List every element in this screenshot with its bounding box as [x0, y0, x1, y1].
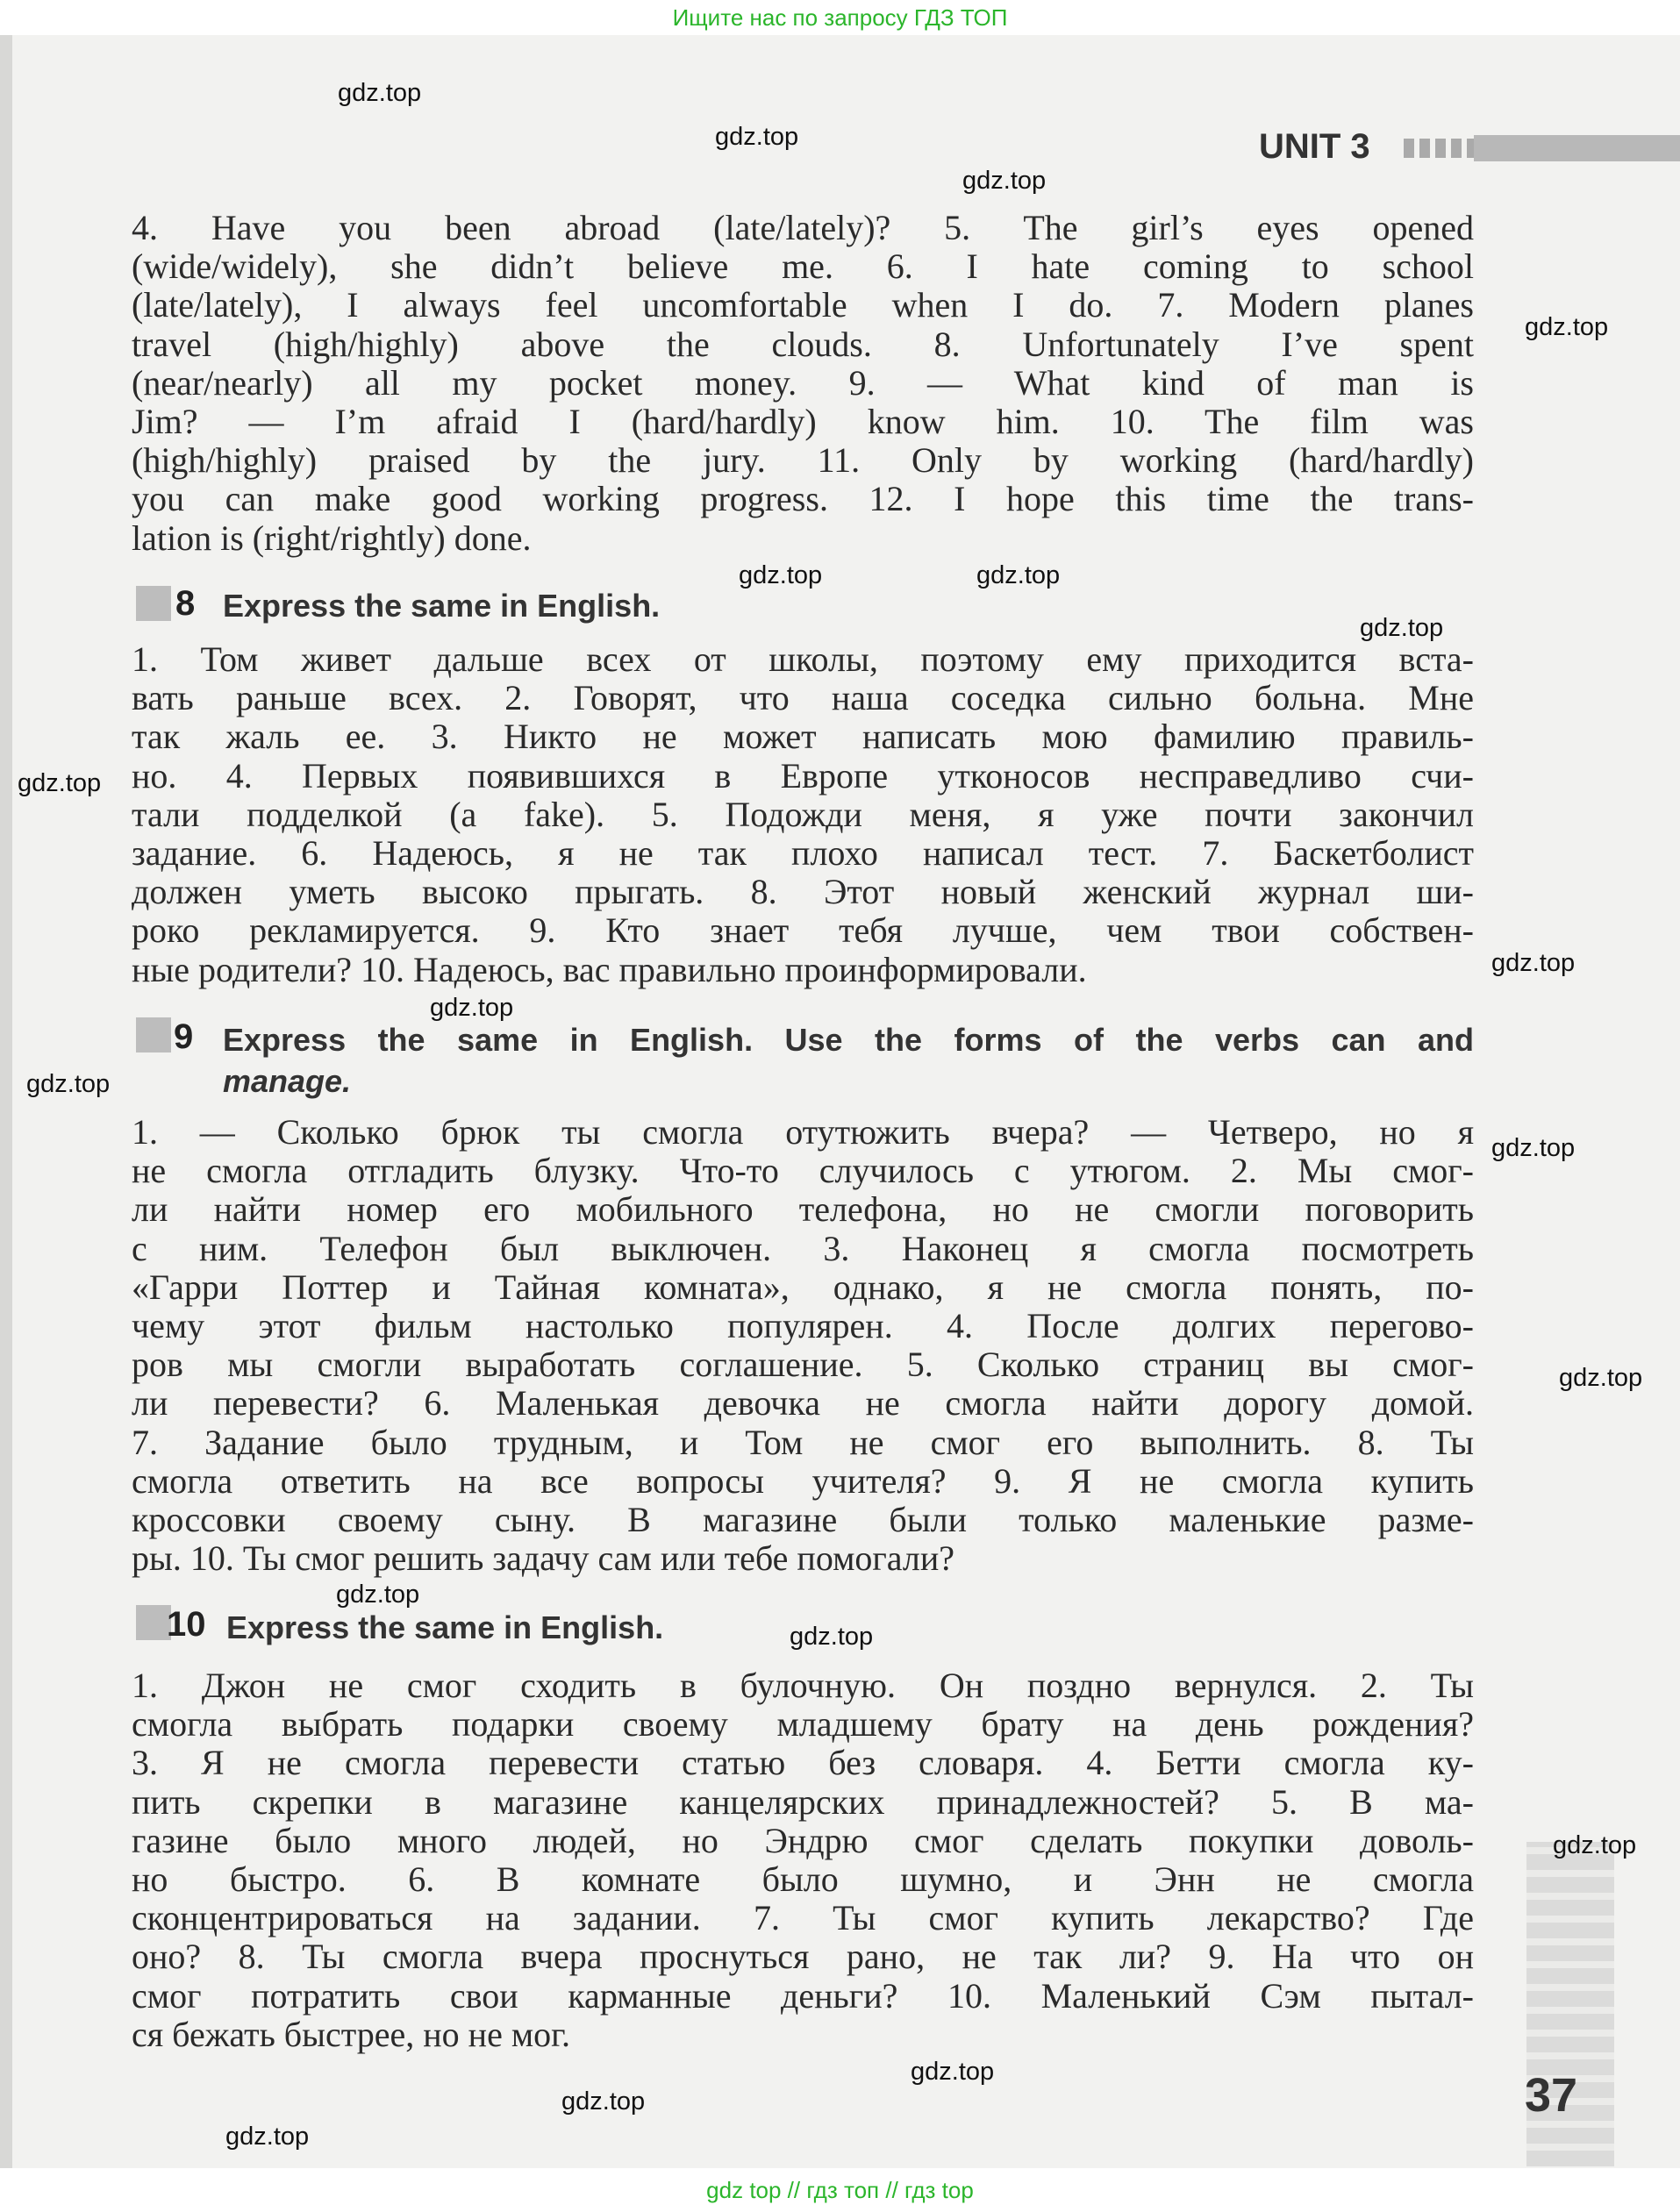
bottom-banner[interactable]: gdz top // гдз топ // гдз top	[0, 2168, 1680, 2212]
text-line: «Гарри Поттер и Тайная комната», однако, я не смогла понять, по-	[132, 1267, 1474, 1307]
text-line: 1. Джон не смог сходить в булочную. Он поздно вернулся. 2. Ты	[132, 1666, 1474, 1705]
text-line: (wide/widely), she didn’t believe me. 6. I hate coming to school	[132, 246, 1474, 287]
text-line: 7. Задание было трудным, и Том не смог его выполнить. 8. Ты	[132, 1422, 1474, 1462]
watermark: gdz.top	[18, 769, 102, 797]
text-line: ры. 10. Ты смог решить задачу сам или тебе помогали?	[132, 1538, 955, 1579]
text-line: смог потратить свои карманные деньги? 10. Маленький Сэм пытал-	[132, 1975, 1474, 2016]
text-line: ли найти номер его мобильного телефона, но не смогли поговорить	[132, 1189, 1474, 1230]
text-line: с ним. Телефон был выключен. 3. Наконец я смогла посмотреть	[132, 1228, 1474, 1268]
text-line: вать раньше всех. 2. Говорят, что наша соседка сильно больна. Мне	[132, 678, 1474, 718]
watermark: gdz.top	[1553, 1831, 1637, 1859]
watermark: gdz.top	[976, 561, 1061, 589]
exercise-number-box	[136, 1017, 171, 1052]
text-line: роко рекламируется. 9. Кто знает тебя лучше, чем твои собствен-	[132, 910, 1474, 951]
text-line: так жаль ее. 3. Никто не может написать мою фамилию правиль-	[132, 717, 1474, 757]
watermark: gdz.top	[1491, 949, 1576, 977]
page-number: 37	[1525, 2069, 1578, 2122]
text-line: сконцентрироваться на задании. 7. Ты смог купить лекарство? Где	[132, 1898, 1474, 1938]
exercise-9-title: Express the same in English. Use the forms of the verbs can and	[223, 1022, 1474, 1058]
watermark: gdz.top	[26, 1070, 111, 1098]
text-line: чему этот фильм настолько популярен. 4. После долгих перегово-	[132, 1305, 1474, 1345]
watermark: gdz.top	[715, 123, 799, 151]
text-line: не смогла отгладить блузку. Что-то случилось с утюгом. 2. Мы смог-	[132, 1151, 1474, 1191]
watermark: gdz.top	[1559, 1364, 1643, 1392]
exercise-10-title: Express the same in English.	[226, 1609, 664, 1645]
watermark: gdz.top	[962, 167, 1047, 195]
unit-label: UNIT 3	[1259, 127, 1370, 166]
text-line: ли перевести? 6. Маленькая девочка не смогла найти дорогу домой.	[132, 1383, 1474, 1424]
text-line: lation is (right/rightly) done.	[132, 517, 532, 558]
watermark: gdz.top	[336, 1581, 420, 1609]
text-line: пить скрепки в магазине канцелярских принадлежностей? 5. В ма-	[132, 1781, 1474, 1822]
text-line: оно? 8. Ты смогла вчера проснуться рано, не так ли? 9. На что он	[132, 1937, 1474, 1977]
text-line: 1. — Сколько брюк ты смогла отутюжить вчера? — Четверо, но я	[132, 1112, 1474, 1152]
text-line: ров мы смогли выработать соглашение. 5. Сколько страниц вы смог-	[132, 1345, 1474, 1385]
watermark: gdz.top	[430, 994, 514, 1022]
text-line: тали подделкой (a fake). 5. Подожди меня, я уже почти закончил	[132, 794, 1474, 834]
watermark: gdz.top	[561, 2087, 646, 2116]
text-line: 4. Have you been abroad (late/lately)? 5. The girl’s eyes opened	[132, 208, 1474, 247]
exercise-number-box	[136, 586, 171, 621]
exercise-9-title-cont: manage.	[223, 1063, 352, 1099]
watermark: gdz.top	[1491, 1134, 1576, 1162]
watermark: gdz.top	[790, 1623, 874, 1651]
text-line: Jim? — I’m afraid I (hard/hardly) know him. 10. The film was	[132, 401, 1474, 441]
text-line: (late/lately), I always feel uncomfortable when I do. 7. Modern planes	[132, 285, 1474, 325]
text-line: 3. Я не смогла перевести статью без словаря. 4. Бетти смогла ку-	[132, 1743, 1474, 1783]
text-line: но. 4. Первых появившихся в Европе утконосов несправедливо счи-	[132, 755, 1474, 796]
page-edge	[0, 35, 12, 2168]
watermark: gdz.top	[1360, 614, 1444, 642]
watermark: gdz.top	[911, 2058, 995, 2086]
watermark: gdz.top	[739, 561, 823, 589]
exercise-10-number: 10	[167, 1605, 206, 1644]
text-line: смогла выбрать подарки своему младшему брату на день рождения?	[132, 1704, 1474, 1745]
text-line: ные родители? 10. Надеюсь, вас правильно проинформировали.	[132, 949, 1087, 989]
text-line: но быстро. 6. В комнате было шумно, и Энн не смогла	[132, 1859, 1474, 1899]
exercise-number-box	[136, 1605, 171, 1640]
exercise-7-continuation	[132, 209, 1474, 558]
watermark: gdz.top	[225, 2123, 310, 2151]
text-line: ся бежать быстрее, но не мог.	[132, 2014, 571, 2054]
top-banner[interactable]: Ищите нас по запросу ГДЗ ТОП	[0, 0, 1680, 35]
text-line: смогла ответить на все вопросы учителя? 9. Я не смогла купить	[132, 1460, 1474, 1501]
text-line: travel (high/highly) above the clouds. 8. Unfortunately I’ve spent	[132, 324, 1474, 364]
text-line: должен уметь высоко прыгать. 8. Этот новый женский журнал ши-	[132, 872, 1474, 912]
exercise-9-text	[132, 1113, 1474, 1578]
text-line: газине было много людей, но Эндрю смог сделать покупки доволь-	[132, 1820, 1474, 1860]
text-line: (near/nearly) all my pocket money. 9. — What kind of man is	[132, 362, 1474, 403]
exercise-8-title: Express the same in English.	[223, 588, 661, 624]
text-line: 1. Том живет дальше всех от школы, поэтому ему приходится вста-	[132, 639, 1474, 679]
unit-dotted-bar	[1404, 139, 1474, 158]
exercise-9-number: 9	[174, 1017, 194, 1056]
text-line: you can make good working progress. 12. I hope this time the trans-	[132, 479, 1474, 519]
text-line: кроссовки своему сыну. В магазине были только маленькие разме-	[132, 1499, 1474, 1539]
exercise-8-text	[132, 640, 1474, 989]
text-line: задание. 6. Надеюсь, я не так плохо написал тест. 7. Баскетболист	[132, 832, 1474, 873]
watermark: gdz.top	[1525, 313, 1609, 341]
exercise-10-text	[132, 1666, 1474, 2054]
exercise-8-number: 8	[175, 584, 196, 623]
text-line: (high/highly) praised by the jury. 11. Only by working (hard/hardly)	[132, 440, 1474, 481]
watermark: gdz.top	[338, 79, 422, 107]
unit-bar	[1474, 135, 1680, 161]
